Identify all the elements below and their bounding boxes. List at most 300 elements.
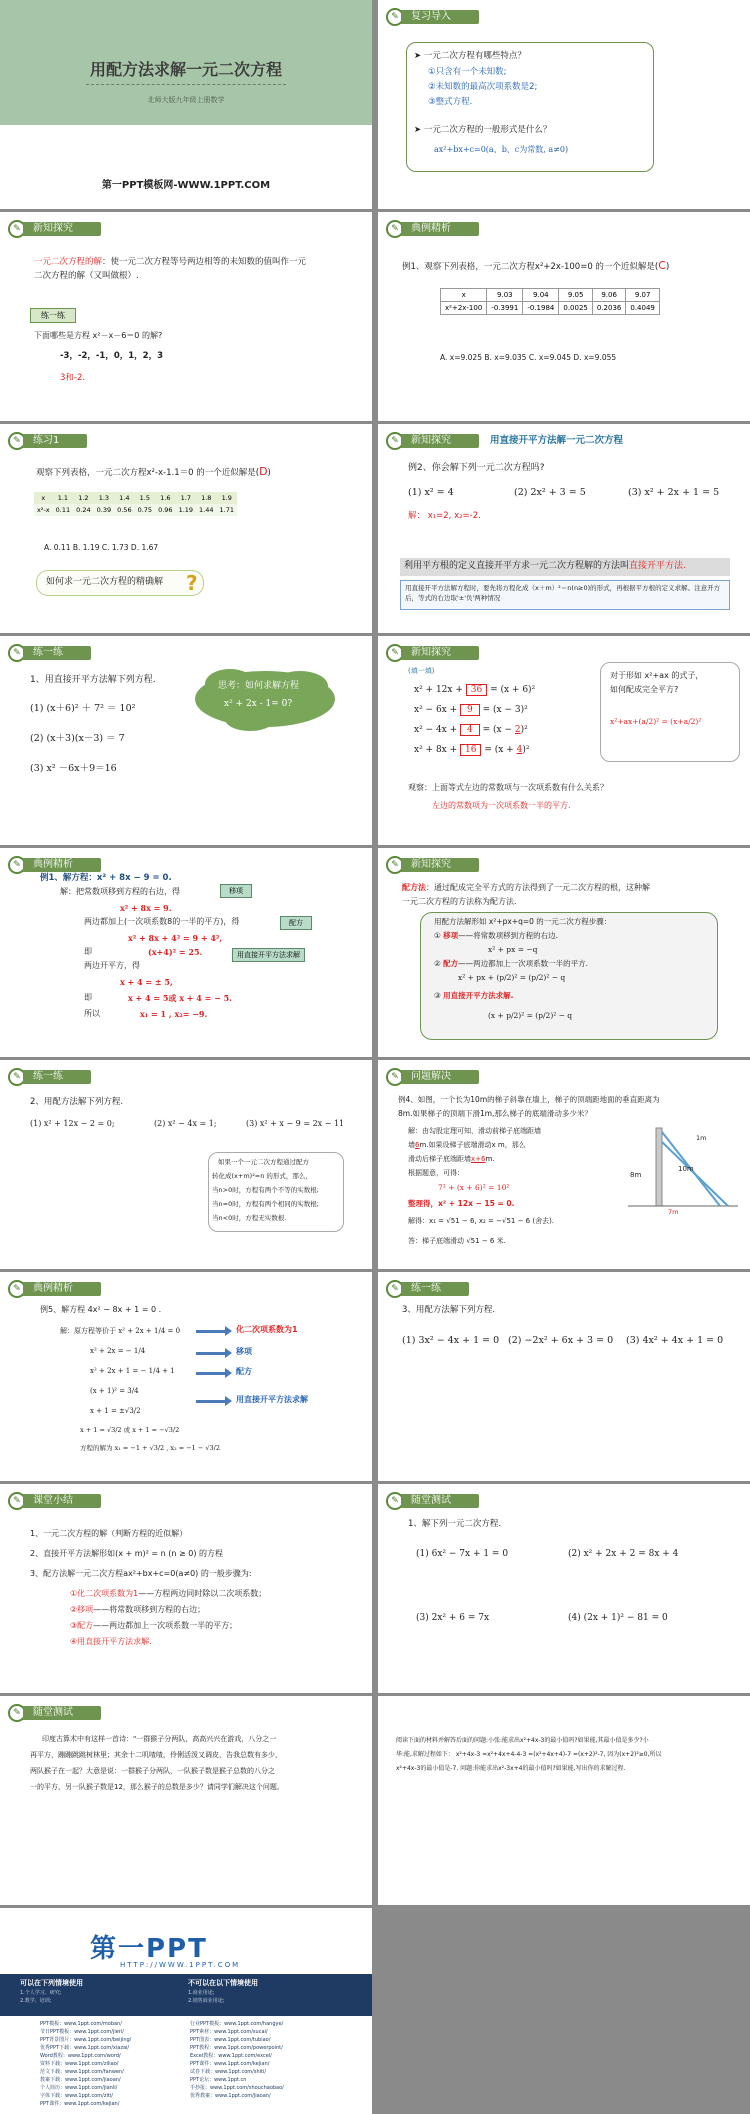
footer-link[interactable]: PPT模板：www.1ppt.com/moban/ xyxy=(40,2021,122,2027)
table-cell: 0.24 xyxy=(73,504,93,516)
table-cell: x²-x xyxy=(34,504,53,516)
step-3-eq: (x + p/2)² = (p/2)² − q xyxy=(488,1011,573,1020)
step-5-label: 即 xyxy=(84,947,92,956)
header xyxy=(386,1068,479,1086)
slide-practice-4 xyxy=(378,1272,750,1481)
tag-label: 新知探究 xyxy=(401,434,479,448)
table-cell: 9.07 xyxy=(626,289,660,302)
person-icon: ✎ xyxy=(386,432,404,450)
footer-link[interactable]: 试卷下载：www.1ppt.com/shiti/ xyxy=(190,2069,267,2075)
header xyxy=(8,220,101,238)
logo-url: HTTP://WWW.1PPT.COM xyxy=(120,1961,241,1969)
options: A. 0.11 B. 1.19 C. 1.73 D. 1.67 xyxy=(44,543,159,552)
note-1: 如果一个一元二次方程通过配方 xyxy=(218,1158,309,1166)
footer-link[interactable]: PPT教程：www.1ppt.com/powerpoint/ xyxy=(190,2045,283,2051)
poem-4: 一的平方，另一队猴子数是12，那么猴子的总数是多少？请同学们解决这个问题。 xyxy=(30,1783,284,1791)
definition-2: 一元二次方程的方法称为配方法. xyxy=(402,897,517,906)
step-6: 方程的解为 x₁ = −1 + √3/2 , x₂ = −1 − √3/2 xyxy=(80,1444,220,1452)
q-text: 观察下列表格，一元二次方程x²-x-1.1＝0 的一个近似解是( xyxy=(36,468,260,478)
divider xyxy=(86,84,286,85)
person-icon: ✎ xyxy=(386,1280,404,1298)
equation-3: (3) x² －6x＋9＝16 xyxy=(30,763,117,774)
note-3: 当n>0时，方程有两个不等的实数根; xyxy=(212,1186,319,1194)
header xyxy=(386,8,479,26)
key-3: 配方 xyxy=(236,1367,252,1376)
question-1: ➤ 一元二次方程有哪些特点？ xyxy=(414,51,526,61)
table-cell: 9.04 xyxy=(523,289,559,302)
tag-label: 练一练 xyxy=(23,646,91,660)
summary-1: 1、一元二次方程的解（判断方程的近似解） xyxy=(30,1529,188,1538)
blank-4b: 4 xyxy=(516,745,523,755)
table-cell: 0.4049 xyxy=(626,302,660,315)
method-definition xyxy=(404,560,686,574)
blank-distance: 6 xyxy=(415,1141,420,1149)
arrow-icon xyxy=(196,1400,226,1403)
equation-1: (1) x² = 4 xyxy=(408,487,454,498)
slide-new-knowledge-3 xyxy=(378,636,750,845)
footer-link[interactable]: 节日PPT模板：www.1ppt.com/jieri/ xyxy=(40,2029,124,2035)
slide-example-1 xyxy=(378,212,750,421)
def-text: ：使一元二次方程等号两边相等的未知数的值叫作一元 xyxy=(102,257,307,267)
tag-label: 新知探究 xyxy=(401,646,479,660)
key-2: 移项 xyxy=(236,1347,252,1356)
footer-link[interactable]: PPT图表：www.1ppt.com/tubiao/ xyxy=(190,2037,271,2043)
slide-review xyxy=(378,0,750,209)
slide-new-knowledge-4 xyxy=(378,848,750,1057)
step-3-name: 用直接开平方法求解. xyxy=(443,991,514,1000)
blank-new-distance: x+6 xyxy=(471,1155,486,1163)
answer-1: ①只含有一个未知数; xyxy=(428,67,507,77)
slide-credits xyxy=(0,1908,372,2114)
key-4: 用直接开平方法求解 xyxy=(236,1395,308,1404)
person-icon: ✎ xyxy=(386,856,404,874)
label-slide: 1m xyxy=(696,1134,707,1142)
question xyxy=(36,464,271,481)
step-9-label: 所以 xyxy=(84,1009,100,1018)
note-5: 当n<0时，方程无实数根. xyxy=(212,1214,287,1222)
step-2: x² + 2x + 1 = − 1/4 + 1 xyxy=(90,1367,175,1375)
equation-3: (3) x² + x − 9 = 2x − 11 xyxy=(246,1119,345,1128)
step-2: x² + 8x = 9. xyxy=(120,903,172,913)
slide-new-knowledge-1 xyxy=(0,212,372,421)
step-2-eq: x² + px + (p/2)² = (p/2)² − q xyxy=(458,973,566,982)
step-3-name: ③配方 xyxy=(70,1621,94,1630)
tag-label: 典例精析 xyxy=(401,222,479,236)
value-table xyxy=(34,492,237,516)
blank-2: 9 xyxy=(460,704,480,716)
tag-label: 典例精析 xyxy=(23,1282,101,1296)
cloud-text-1: 思考：如何求解方程 xyxy=(218,681,300,691)
footer-link[interactable]: Excel教程：www.1ppt.com/excel/ xyxy=(190,2053,272,2059)
step-6: 两边开平方，得 xyxy=(84,961,140,970)
footer-text: 第一PPT模板网-WWW.1PPT.COM xyxy=(101,180,271,191)
footer-link[interactable]: Word教程：www.1ppt.com/word/ xyxy=(40,2053,121,2059)
person-icon: ✎ xyxy=(8,1280,26,1298)
table-cell: 0.96 xyxy=(155,504,175,516)
footer-link[interactable]: PPT课件：www.1ppt.com/kejian/ xyxy=(40,2101,120,2107)
slide-quiz-2 xyxy=(0,1696,372,1905)
table-cell: 1.44 xyxy=(196,504,216,516)
equation-1: (1) 6x² − 7x + 1 = 0 xyxy=(416,1549,509,1559)
practice-badge: 练一练 xyxy=(30,308,76,323)
label-direct-root: 用直接开平方法求解 xyxy=(232,948,305,962)
step-1-text: ——方程两边同时除以二次项系数； xyxy=(138,1589,267,1598)
equation-2: (2) x² − 4x = 1; xyxy=(154,1119,217,1128)
solution-3-text: 滑动后梯子底端距墙 xyxy=(408,1155,471,1163)
label-seven: 7m xyxy=(668,1208,679,1216)
r2-right: = (x − 3)² xyxy=(479,705,528,715)
blank-4: 16 xyxy=(460,744,481,756)
blank-3: 4 xyxy=(460,724,480,736)
step-3: (x + 1)² = 3/4 xyxy=(90,1387,139,1395)
step-5: x + 1 = √3/2 或 x + 1 = −√3/2 xyxy=(80,1426,180,1434)
equation-2: (2) 2x² + 3 = 5 xyxy=(514,487,586,498)
label-ladder: 10m xyxy=(678,1165,694,1173)
summary-2: 2、直接开平方法解形如(x + m)² = n (n ≥ 0) 的方程 xyxy=(30,1549,223,1558)
note-4: 当n=0时，方程有两个相同的实数根; xyxy=(212,1200,319,1208)
definition xyxy=(34,256,306,269)
table-cell: -0.3991 xyxy=(487,302,523,315)
tag-label: 新知探究 xyxy=(23,222,101,236)
table-cell: 1.71 xyxy=(217,504,237,516)
tag-label: 课堂小结 xyxy=(23,1494,101,1508)
r4-right: )² xyxy=(522,745,530,755)
label-height: 8m xyxy=(630,1171,642,1179)
q1-text: 一元二次方程有哪些特点？ xyxy=(423,51,526,61)
step-2-name: 配方 xyxy=(443,959,459,968)
example-title: 例1、解方程：x² + 8x − 9 = 0. xyxy=(40,873,172,883)
slide-title xyxy=(0,0,372,209)
q-text: 例1、观察下列表格，一元二次方程x²+2x-100=0 的一个近似解是( xyxy=(402,262,659,272)
person-icon: ✎ xyxy=(8,644,26,662)
table-row xyxy=(34,492,237,504)
person-icon: ✎ xyxy=(8,856,26,874)
solution-2-text: m.如果设梯子底端滑动x m，那么 xyxy=(419,1141,526,1149)
equation-4: (4) (2x + 1)² − 81 = 0 xyxy=(568,1613,668,1623)
logo: 第一PPT xyxy=(90,1934,208,1964)
observe-answer: 左边的常数项为一次项系数一半的平方. xyxy=(432,801,571,810)
fill-row-4 xyxy=(414,744,529,758)
links-right xyxy=(190,2020,360,2100)
def-term: 配方法 xyxy=(402,883,426,892)
value-table xyxy=(440,288,660,315)
slide-example-3 xyxy=(0,1272,372,1481)
footer-link[interactable]: 教案下载：www.1ppt.com/jiaoan/ xyxy=(40,2077,121,2083)
r3-right: )² xyxy=(520,725,528,735)
table-cell: 0.0025 xyxy=(559,302,593,315)
step-2-text: ——将常数项移到方程的右边； xyxy=(93,1605,206,1614)
slide-practice-2 xyxy=(0,636,372,845)
header xyxy=(8,432,87,450)
tag-label: 典例精析 xyxy=(23,858,101,872)
table-cell: 0.11 xyxy=(53,504,73,516)
question: 2、用配方法解下列方程. xyxy=(30,1097,124,1107)
equation-2: (2) x² + 2x + 2 = 8x + 4 xyxy=(568,1549,679,1559)
tag-label: 练一练 xyxy=(23,1070,91,1084)
table-cell: 9.03 xyxy=(487,289,523,302)
r4-mid: = (x + xyxy=(481,745,517,755)
r4-left: x² + 8x + xyxy=(414,745,461,755)
table-cell: 1.7 xyxy=(176,492,196,504)
summary-3: 3、配方法解一元二次方程ax²+bx+c=0(a≠0) 的一般步骤为: xyxy=(30,1569,252,1578)
problem-2: 8m.如果梯子的顶端下滑1m,那么梯子的底端滑动多少米？ xyxy=(398,1109,592,1118)
bubble-text: 如何求一元二次方程的精确解 xyxy=(46,577,164,587)
q-close: ) xyxy=(665,262,670,272)
table-cell: 9.05 xyxy=(559,289,593,302)
example-title: 例5、解方程 4x² − 8x + 1 = 0 . xyxy=(40,1305,162,1314)
table-row xyxy=(441,302,660,315)
tag-label: 随堂测试 xyxy=(23,1706,101,1720)
reading-1: 阅读下面的材料并解答后面的问题:小张:能求出x²+4x-3的最小值吗?如果能,其最小值是多少?小 xyxy=(396,1737,649,1744)
fill-row-2 xyxy=(414,704,528,718)
slide-example-2 xyxy=(0,848,372,1057)
observe-text: 观察：上面等式左边的常数项与一次项系数有什么关系？ xyxy=(408,783,608,792)
table-cell: 0.75 xyxy=(135,504,155,516)
slide-new-knowledge-2 xyxy=(378,424,750,633)
step-8: x + 4 = 5或 x + 4 = − 5. xyxy=(128,993,232,1003)
step-0: 解：原方程等价于 x² + 2x + 1/4 = 0 xyxy=(60,1327,181,1335)
equation-1: (1) (x＋6)² ＋ 7² ＝ 10² xyxy=(30,703,136,714)
equation-2: (2) (x＋3)(x－3) ＝ 7 xyxy=(30,733,125,744)
subtitle: 北师大版九年级上册数学 xyxy=(147,96,225,104)
note-2: 转化成(x+m)²=n 的形式，那么， xyxy=(212,1172,312,1180)
fill-row-3 xyxy=(414,724,528,738)
options: A. x=9.025 B. x=9.035 C. x=9.045 D. x=9.055 xyxy=(440,353,617,362)
footer-link[interactable]: 资料下载：www.1ppt.com/ziliao/ xyxy=(40,2061,119,2067)
header xyxy=(8,1280,101,1298)
step-2-text: ——两边都加上一次项系数一半的平方. xyxy=(458,959,588,968)
equation-1: (1) x² + 12x − 2 = 0; xyxy=(30,1119,115,1128)
question xyxy=(402,258,669,275)
slide-summary xyxy=(0,1484,372,1693)
table-cell: 0.2036 xyxy=(592,302,626,315)
person-icon: ✎ xyxy=(386,644,404,662)
table-row xyxy=(441,289,660,302)
cloud-text-2: x² + 2x - 1= 0? xyxy=(224,699,293,709)
header xyxy=(386,1492,479,1510)
answer: D xyxy=(259,465,268,478)
step-3: ③ 用直接开平方法求解. xyxy=(434,991,514,1000)
step-1-text: ——将常数项移到方程的右边. xyxy=(458,931,558,940)
tag-label: 问题解决 xyxy=(401,1070,479,1084)
person-icon: ✎ xyxy=(8,1704,26,1722)
footer-link[interactable]: 行业PPT模板：www.1ppt.com/hangye/ xyxy=(190,2021,284,2027)
def-term: 一元二次方程的解 xyxy=(34,257,103,267)
question: 1、用直接开平方法解下列方程. xyxy=(30,675,156,685)
table-cell: 1.4 xyxy=(114,492,134,504)
header xyxy=(386,644,479,662)
tag-label: 复习导入 xyxy=(401,10,479,24)
header xyxy=(8,1704,101,1722)
links-left xyxy=(40,2020,190,2108)
step-3-text: ——两边都加上一次项系数一半的平方； xyxy=(93,1621,238,1630)
answer-3: ③整式方程. xyxy=(428,97,473,107)
slide-practice-3 xyxy=(0,1060,372,1269)
hint-2: 如何配成完全平方? xyxy=(610,685,679,694)
table-cell: x²+2x-100 xyxy=(441,302,487,315)
header xyxy=(386,432,479,450)
hint-formula: x²+ax+(a/2)² = (x+a/2)² xyxy=(610,717,702,726)
table-cell: 1.1 xyxy=(53,492,73,504)
tag-label: 随堂测试 xyxy=(401,1494,479,1508)
poem-3: 两队猴子在一起？大意是说：一群猴子分两队，一队猴子数是猴子总数的八分之 xyxy=(30,1767,275,1775)
arrow-icon xyxy=(196,1352,226,1355)
equation-1: (1) 3x² − 4x + 1 = 0 xyxy=(402,1335,500,1346)
observe-question xyxy=(408,782,608,794)
slide-practice-1 xyxy=(0,424,372,633)
person-icon: ✎ xyxy=(386,1068,404,1086)
person-icon: ✎ xyxy=(386,1492,404,1510)
table-cell: 1.2 xyxy=(73,492,93,504)
question-mark-icon: ? xyxy=(186,571,198,595)
footer-link[interactable]: 优秀教案：www.1ppt.com/jiaoan/ xyxy=(190,2093,271,2099)
person-icon: ✎ xyxy=(8,1068,26,1086)
table-cell: 0.56 xyxy=(114,504,134,516)
candidates: -3，-2，-1，0，1，2，3 xyxy=(60,351,163,361)
hint-1: 对于形如 x²+ax 的式子， xyxy=(610,671,704,680)
table-cell: -0.1984 xyxy=(523,302,559,315)
tag-label: 练一练 xyxy=(401,1282,469,1296)
step-5: (x+4)² = 25. xyxy=(148,947,203,957)
step-4: ④用直接开平方法求解. xyxy=(70,1637,152,1646)
solution-3 xyxy=(408,1154,495,1165)
step-7: x + 4 = ± 5, xyxy=(120,977,173,987)
table-row xyxy=(34,504,237,516)
footer-link[interactable]: PPT素材：www.1ppt.com/sucai/ xyxy=(190,2029,268,2035)
allowed-title: 可以在下列情境使用 xyxy=(20,1979,83,1987)
slide-quiz-3 xyxy=(378,1696,750,1905)
table-cell: 1.19 xyxy=(176,504,196,516)
bar-text: 利用平方根的定义直接开平方求一元二次方程解的方法叫 xyxy=(404,561,630,571)
key-1: 化二次项系数为1 xyxy=(236,1325,298,1334)
step-8-label: 即 xyxy=(84,993,92,1002)
label-move: 移项 xyxy=(220,884,252,898)
forbidden-1: 1.商业用途; xyxy=(188,1990,215,1996)
footer-link[interactable]: 个人简历：www.1ppt.com/jianli/ xyxy=(40,2085,118,2091)
footer-link[interactable]: 优秀PPT下载：www.1ppt.com/xiazai/ xyxy=(40,2045,130,2051)
step-2 xyxy=(70,1604,205,1616)
footer-link[interactable]: PPT论坛：www.1ppt.cn xyxy=(190,2077,247,2083)
wall-text: 墙 xyxy=(408,1141,415,1149)
question: 下面哪些是方程 x²－x－6＝0 的解? xyxy=(34,331,163,340)
footer-link[interactable]: PPT课件：www.1ppt.com/kejian/ xyxy=(190,2061,270,2067)
step-9: x₁ = 1 , x₂= −9. xyxy=(140,1009,208,1019)
answer-2: ②未知数的最高次项系数是2; xyxy=(428,82,538,92)
allowed-2: 2.教学、培训; xyxy=(20,1998,52,2004)
r3-mid: = (x − xyxy=(479,725,515,735)
step-4: x + 1 = ±√3/2 xyxy=(90,1407,141,1415)
table-cell: 1.6 xyxy=(155,492,175,504)
step-1-name: 移项 xyxy=(443,931,459,940)
step-4: x² + 8x + 4² = 9 + 4², xyxy=(128,933,223,943)
table-cell: 1.5 xyxy=(135,492,155,504)
solution-5: 7² + (x + 6)² = 10² xyxy=(438,1183,510,1192)
slide-quiz-1 xyxy=(378,1484,750,1693)
definition xyxy=(402,882,650,894)
r1-left: x² + 12x + xyxy=(414,685,466,695)
step-1: 解：把常数项移到方程的右边，得 xyxy=(60,887,180,896)
table-cell: x xyxy=(34,492,53,504)
person-icon: ✎ xyxy=(386,8,404,26)
header xyxy=(386,856,479,874)
fill-row-1 xyxy=(414,684,535,698)
header xyxy=(8,1068,91,1086)
footer-link[interactable]: 字体下载：www.1ppt.com/ziti/ xyxy=(40,2093,113,2099)
table-cell: 9.06 xyxy=(592,289,626,302)
solution-6: 整理得，x² + 12x − 15 = 0. xyxy=(408,1199,515,1208)
header xyxy=(8,644,91,662)
footer-link[interactable]: PPT背景图片：www.1ppt.com/beijing/ xyxy=(40,2037,132,2043)
q2-text: 一元二次方程的一般形式是什么？ xyxy=(423,125,552,135)
tag-label: 练习1 xyxy=(23,434,87,448)
solution: 解： x₁=2, x₂=-2. xyxy=(408,511,481,521)
answer: 3和-2. xyxy=(60,373,86,383)
question: 3、用配方法解下列方程. xyxy=(402,1305,496,1315)
forbidden-title: 不可以在以下情境使用 xyxy=(188,1979,258,1987)
step-1-name: ①化二次项系数为1 xyxy=(70,1589,139,1598)
table-cell: 0.39 xyxy=(94,504,114,516)
header xyxy=(386,1280,469,1298)
table-cell: 1.3 xyxy=(94,492,114,504)
bar-term: 直接开平方法. xyxy=(629,561,686,571)
header xyxy=(386,220,479,238)
table-cell: x xyxy=(441,289,487,302)
question: 例2、你会解下列一元二次方程吗? xyxy=(408,463,545,473)
reading-2: 华:能,求解过程如下： x²+4x-3 =x²+4x+4-4-3 =(x²+4x+4)-7 =(x+2)²-7, 因为(x+2)²≥0,所以 xyxy=(396,1751,662,1758)
poem-1: 印度古算术中有这样一首诗："一群猴子分两队，高高兴兴在游戏，八分之一 xyxy=(42,1735,277,1743)
solution-2 xyxy=(408,1140,526,1151)
unit: m. xyxy=(485,1155,495,1163)
person-icon: ✎ xyxy=(8,432,26,450)
question-2: ➤ 一元二次方程的一般形式是什么？ xyxy=(414,125,552,135)
forbidden-2: 2.销售商业用途; xyxy=(188,1998,225,2004)
def-text: ：通过配成完全平方式的方法得到了一元二次方程的根，这种解 xyxy=(426,883,650,892)
definition-2: 二次方程的解（又叫做根）. xyxy=(34,271,139,281)
arrow-icon xyxy=(196,1330,226,1333)
problem-1: 例4、如图，一个长为10m的梯子斜靠在墙上，梯子的顶端距地面的垂直距离为 xyxy=(398,1095,660,1104)
blank-3b: 2 xyxy=(514,725,521,735)
page-title: 用配方法求解一元二次方程 xyxy=(89,60,282,79)
r2-left: x² − 6x + xyxy=(414,705,461,715)
answer-4: ax²+bx+c=0(a、b、c为常数, a≠0) xyxy=(434,145,569,154)
arrow-icon xyxy=(196,1372,226,1375)
footer-link[interactable]: 范文下载：www.1ppt.com/fanwen/ xyxy=(40,2069,124,2075)
equation-3: (3) 4x² + 4x + 1 = 0 xyxy=(626,1335,724,1346)
footer-link[interactable]: 手抄报：www.1ppt.com/shouchaobao/ xyxy=(190,2085,284,2091)
step-3 xyxy=(70,1620,237,1632)
label-complete-square: 配方 xyxy=(280,916,312,930)
step-1: x² + 2x = − 1/4 xyxy=(90,1347,146,1355)
step-2: ② 配方——两边都加上一次项系数一半的平方. xyxy=(434,959,588,968)
equation-3: (3) x² + 2x + 1 = 5 xyxy=(628,487,720,498)
person-icon: ✎ xyxy=(386,220,404,238)
r1-right: = (x + 6)² xyxy=(487,685,536,695)
slide-problem-solving xyxy=(378,1060,750,1269)
steps-title: 用配方法解形如 x²+px+q=0 的一元二次方程步骤： xyxy=(434,917,612,926)
q-close: ) xyxy=(267,468,271,478)
fill-label: (填一填) xyxy=(408,667,435,675)
note-text: 用直接开平方法解方程时，要先将方程化成（x＋m）²＝n(n≥0)的形式，再根据平方根的定义求解。注意开方后，等式的右边取'±'负'两种情况 xyxy=(405,584,721,603)
section-title: 用直接开平方法解一元二次方程 xyxy=(490,435,624,446)
step-1: ① 移项——将常数项移到方程的右边. xyxy=(434,931,558,940)
person-icon: ✎ xyxy=(8,220,26,238)
blank-1: 36 xyxy=(466,684,487,696)
question: 1、解下列一元二次方程. xyxy=(408,1519,502,1529)
poem-2: 再平方，蹦蹦跳跳树林里；其余十二叽喳喳，伶俐活泼又调皮，告我总数有多少， xyxy=(30,1751,282,1759)
equation-2: (2) −2x² + 6x + 3 = 0 xyxy=(508,1335,614,1346)
step-2-name: ②移项 xyxy=(70,1605,94,1614)
solution-1: 解：由勾股定理可知，滑动前梯子底端距墙 xyxy=(408,1127,541,1135)
